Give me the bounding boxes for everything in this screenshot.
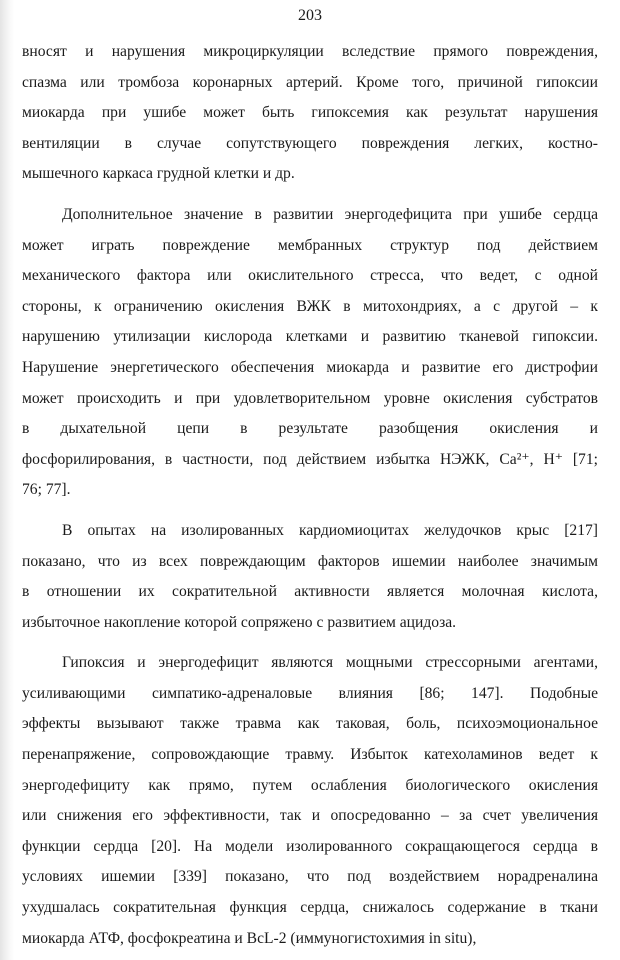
text-line: энергодефициту как прямо, путем ослабления биологического окисления — [22, 776, 598, 794]
text-line: нарушению утилизации кислорода клетками и развитию тканевой гипоксии. — [22, 328, 598, 346]
text-line: механического фактора или окислительного стресса, что ведет, с одной — [22, 267, 598, 285]
paragraph — [22, 516, 598, 638]
text-line: Нарушение энергетического обеспечения миокарда и развитие его дистрофии — [22, 358, 598, 376]
page-edge-shadow — [0, 0, 14, 960]
text-line: перенапряжение, сопровождающие травму. Избыток катехоламинов ведет к — [22, 746, 598, 764]
text-line: В опытах на изолированных кардиомиоцитах желудочков крыс [217] — [62, 521, 598, 539]
paragraph-gap — [22, 506, 598, 516]
paragraph-gap — [22, 638, 598, 648]
text-line: Дополнительное значение в развитии энергодефицита при ушибе сердца — [62, 205, 598, 223]
text-line: может играть повреждение мембранных структур под действием — [22, 236, 598, 254]
text-line: 76; 77]. — [22, 481, 71, 499]
text-line: функции сердца [20]. На модели изолированного сокращающегося сердца в — [22, 837, 598, 855]
text-line: в дыхательной цепи в результате разобщения окисления и — [22, 420, 598, 438]
text-line: в отношении их сократительной активности является молочная кислота, — [22, 583, 598, 601]
text-line: или снижения его эффективности, так и опосредованно – за счет увеличения — [22, 807, 598, 825]
text-line: фосфорилирования, в частности, под действием избытка НЭЖК, Са²⁺, Н⁺ [71; — [22, 450, 598, 468]
paragraph — [22, 200, 598, 506]
text-line: показано, что из всех повреждающим факторов ишемии наиболее значимым — [22, 552, 598, 570]
text-line: спазма или тромбоза коронарных артерий. Кроме того, причиной гипоксии — [22, 73, 598, 91]
text-line: миокарда при ушибе может быть гипоксемия как результат нарушения — [22, 104, 598, 122]
text-line: эффекты вызывают также травма как таковая, боль, психоэмоциональное — [22, 715, 598, 733]
text-line: Гипоксия и энергодефицит являются мощными стрессорными агентами, — [62, 654, 598, 672]
paragraph — [22, 37, 598, 190]
text-line: мышечного каркаса грудной клетки и др. — [22, 165, 295, 183]
text-line: избыточное накопление которой сопряжено с развитием ацидоза. — [22, 613, 457, 631]
text-line: ухудшалась сократительная функция сердца, снижалось содержание в ткани — [22, 899, 598, 917]
text-line: вносят и нарушения микроциркуляции вследствие прямого повреждения, — [22, 43, 598, 60]
text-line: условиях ишемии [339] показано, что под воздействием норадреналина — [22, 868, 598, 886]
text-line: усиливающими симпатико-адреналовые влияния [86; 147]. Подобные — [22, 684, 598, 702]
paragraph — [22, 648, 598, 954]
text-line: миокарда АТФ, фосфокреатина и BcL-2 (иммуногистохимия in situ), — [22, 929, 477, 947]
text-line: вентиляции в случае сопутствующего повреждения легких, костно- — [22, 134, 598, 152]
page-number: 203 — [298, 7, 322, 24]
paragraph-gap — [22, 190, 598, 200]
text-line: может происходить и при удовлетворительном уровне окисления субстратов — [22, 389, 598, 407]
text-line: стороны, к ограничению окисления ВЖК в митохондриях, а с другой – к — [22, 297, 598, 315]
body-text — [22, 37, 598, 954]
